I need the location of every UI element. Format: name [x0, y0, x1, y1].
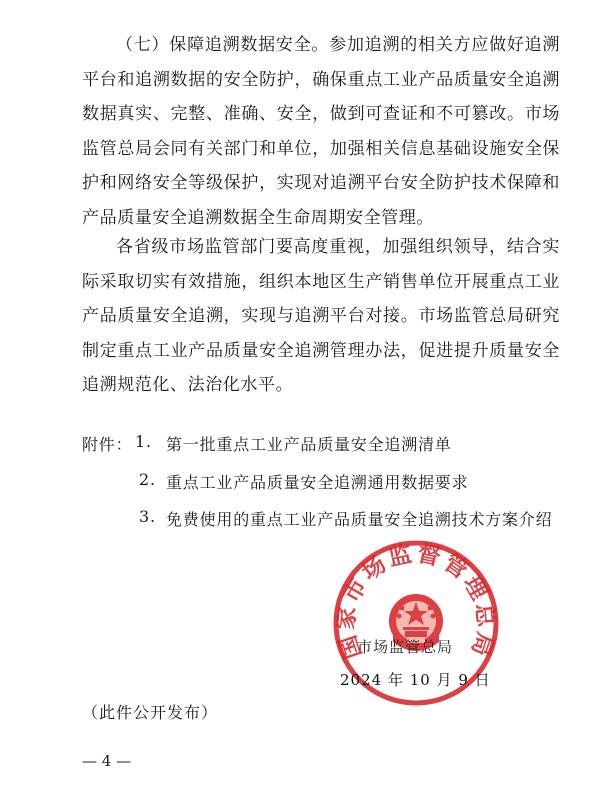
seal-ring-text: 国家市场监督管理总局	[332, 539, 500, 663]
attachment-title: 免费使用的重点工业产品质量安全追溯技术方案介绍	[166, 510, 553, 529]
paragraph-data-security: （七）保障追溯数据安全。参加追溯的相关方应做好追溯平台和追溯数据的安全防护，确保重点工业产品质量安全追溯数据真实、完整、准确、安全，做到可查证和不可篡改。市场监管总局会同有关部门和单位，加强相关信息基础设施安全保护和网络安全等级保护，实现对追溯平台安全防护技术保障和产品质量安全追溯数据全生命周期安全管理。	[82, 35, 560, 228]
attachment-label: 附件：	[82, 435, 133, 454]
attachment-number: 1.	[135, 432, 152, 451]
issuing-authority: 市场监管总局	[357, 638, 454, 656]
release-note: （此件公开发布）	[82, 703, 219, 722]
paragraph-provincial-requirements: 各省级市场监管部门要高度重视，加强组织领导，结合实际采取切实有效措施，组织本地区生产销售单位开展重点工业产品质量安全追溯，实现与追溯平台对接。市场监管总局研究制定重点工业产品质量安全追溯管理办法，促进提升质量安全追溯规范化、法治化水平。	[82, 237, 560, 395]
attachment-number: 3.	[139, 507, 156, 526]
attachment-number: 2.	[139, 470, 156, 489]
issue-date: 2024 年 10 月 9 日	[340, 671, 491, 689]
attachment-title: 重点工业产品质量安全追溯通用数据要求	[166, 473, 469, 492]
page-number: — 4 —	[82, 752, 132, 770]
attachment-title: 第一批重点工业产品质量安全追溯清单	[166, 435, 452, 454]
